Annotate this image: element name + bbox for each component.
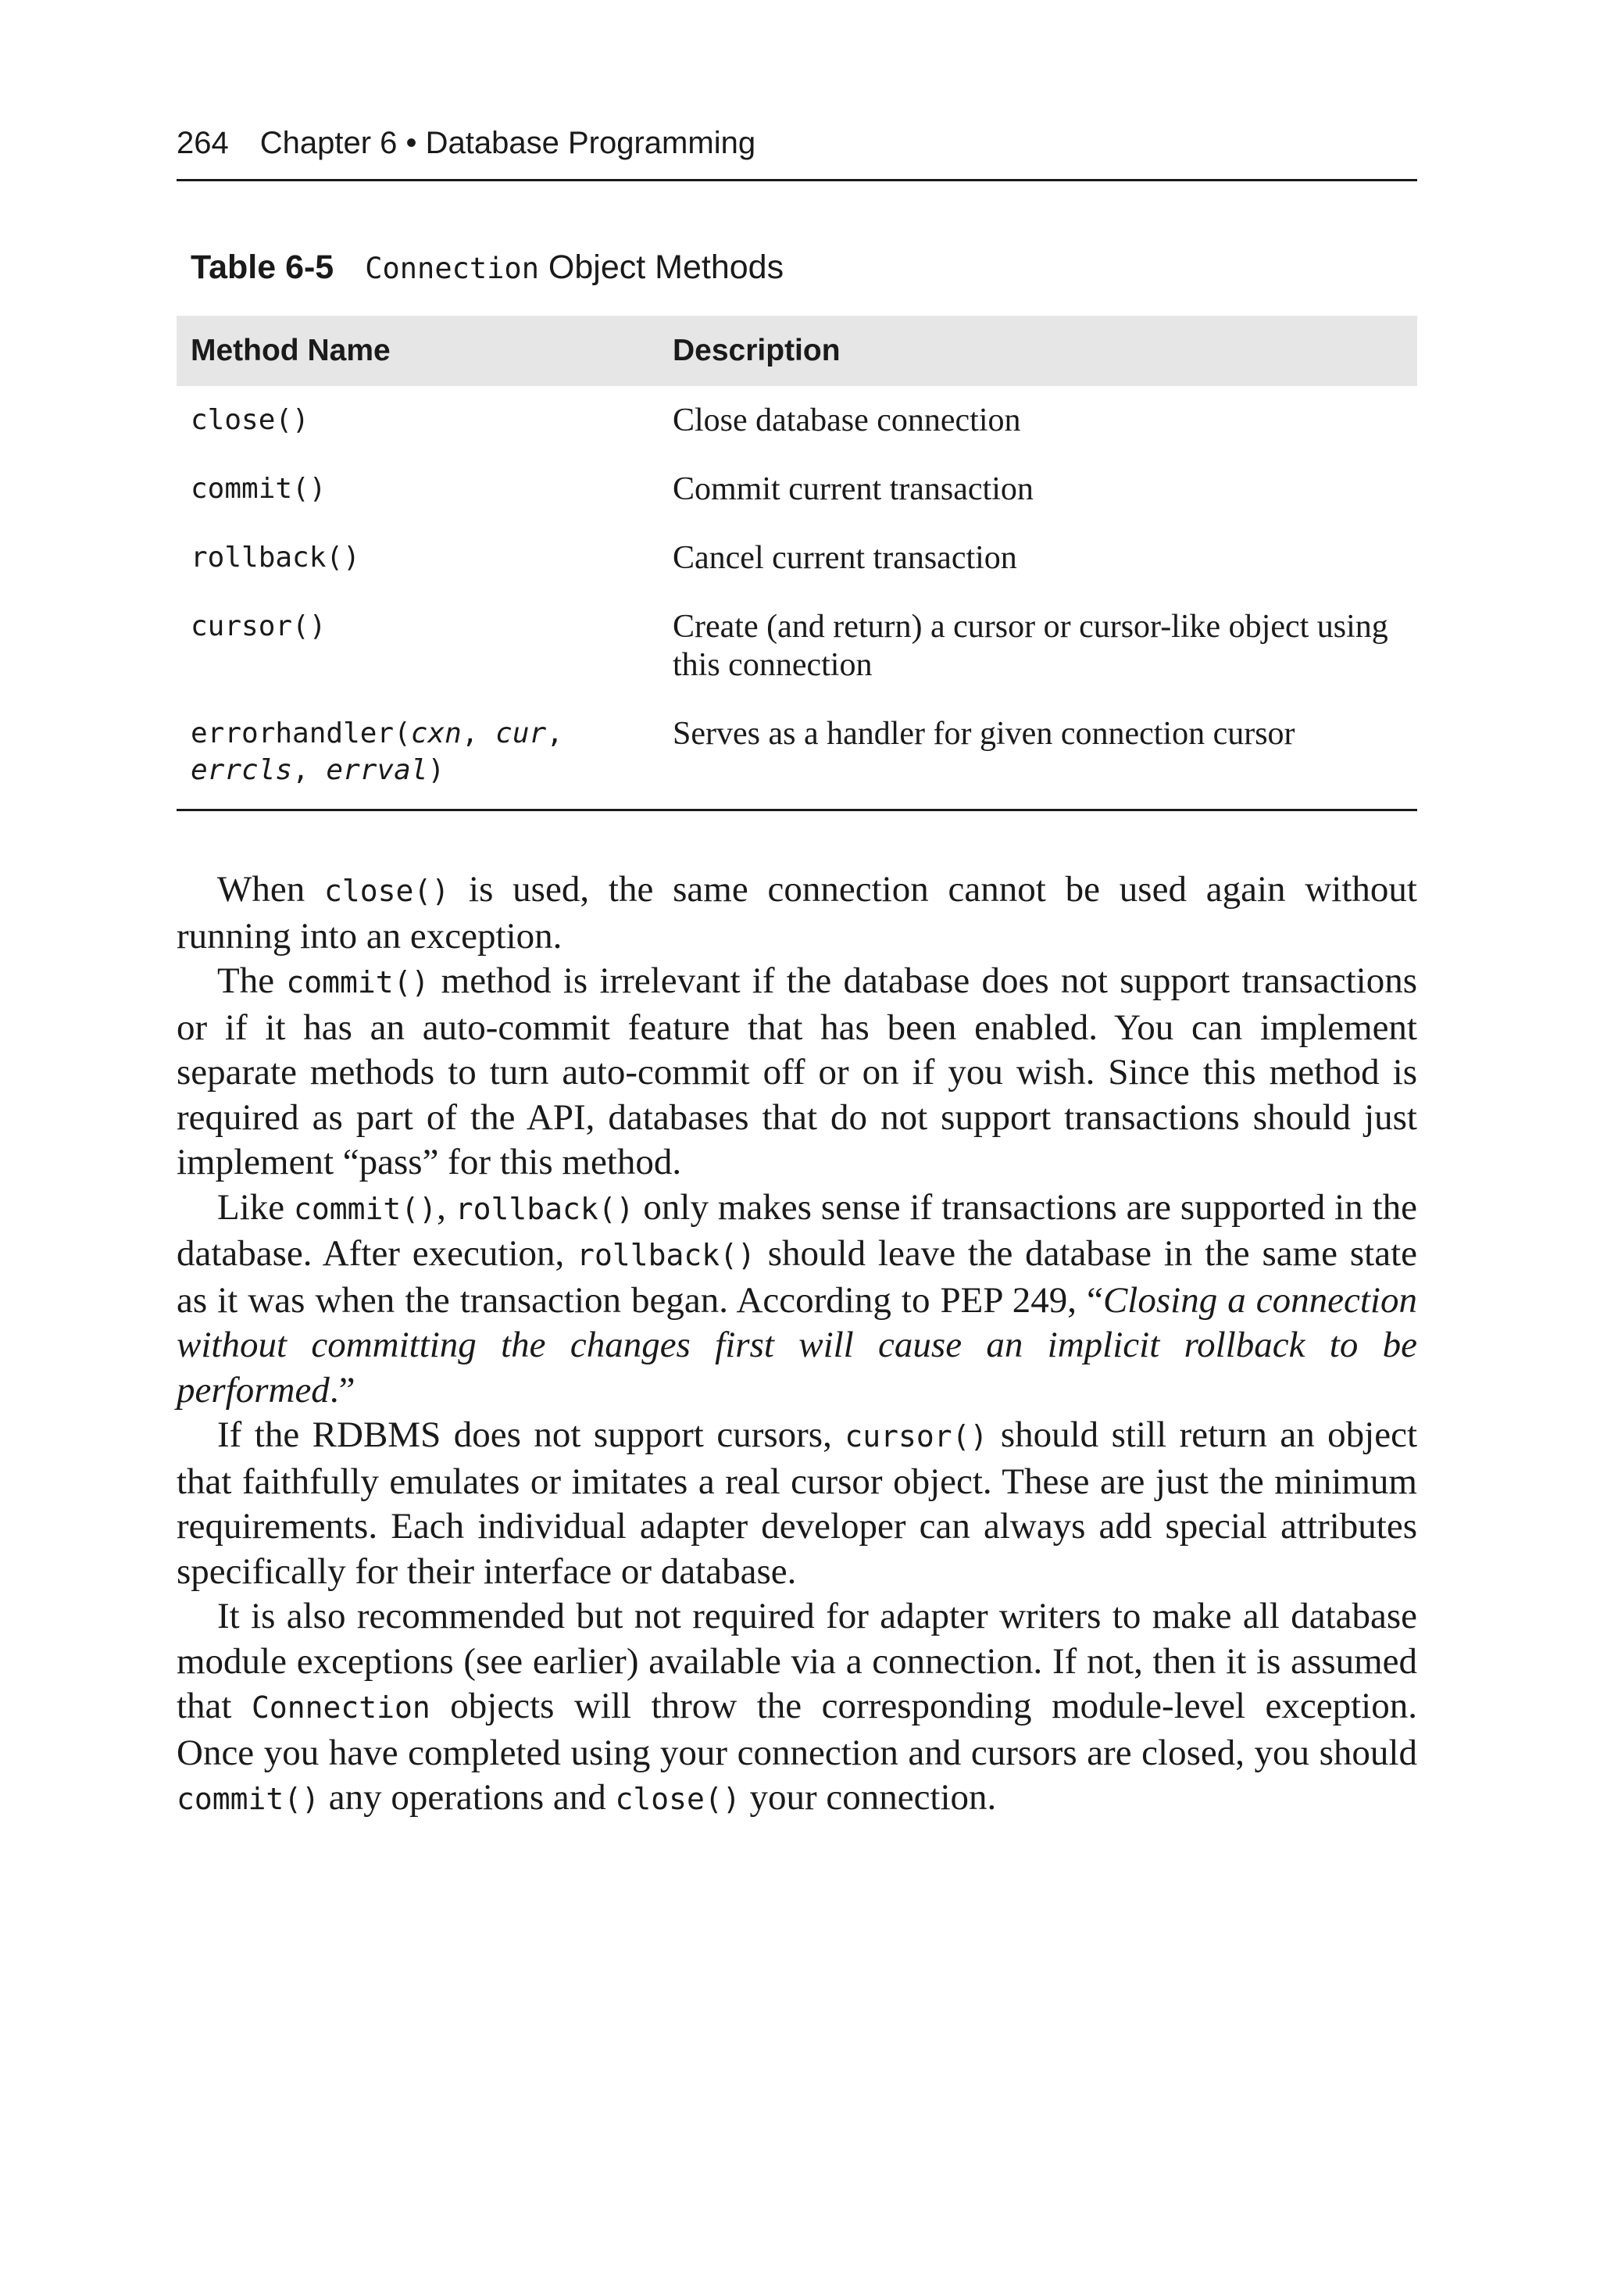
chapter-title: Chapter 6 • Database Programming bbox=[259, 126, 756, 160]
text-run: If the RDBMS does not support cursors, bbox=[217, 1414, 845, 1455]
inline-code: commit() bbox=[294, 1191, 438, 1226]
table-row bbox=[177, 530, 1417, 599]
table-label: Table 6-5 bbox=[191, 249, 334, 286]
paragraph bbox=[177, 1594, 1417, 1822]
method-name bbox=[177, 706, 659, 810]
paragraph bbox=[177, 959, 1417, 1186]
method-sep: , bbox=[292, 754, 327, 786]
paragraph bbox=[177, 1413, 1417, 1594]
inline-code: rollback() bbox=[455, 1191, 634, 1226]
text-run: The bbox=[217, 960, 287, 1001]
inline-code: commit() bbox=[177, 1782, 320, 1816]
method-name: commit() bbox=[191, 473, 327, 505]
method-arg: errval bbox=[326, 754, 428, 786]
inline-code: close() bbox=[324, 874, 450, 908]
method-name: rollback() bbox=[191, 542, 360, 574]
inline-code: commit() bbox=[286, 965, 430, 1000]
column-header-method: Method Name bbox=[177, 316, 659, 386]
header-rule bbox=[177, 179, 1417, 181]
method-sep: , bbox=[546, 717, 563, 749]
method-description: Create (and return) a cursor or cursor-like object using this connection bbox=[673, 609, 1388, 683]
text-run: , bbox=[437, 1186, 455, 1228]
table-header-row bbox=[177, 316, 1417, 386]
method-arg: errcls bbox=[191, 754, 293, 786]
inline-code: cursor() bbox=[845, 1419, 988, 1454]
method-description: Cancel current transaction bbox=[673, 540, 1017, 576]
text-run: method is irrelevant if the database does not support transactions or if it has an auto-commit feature that has been enabled. You can implement separate methods to turn auto-commit off or on if you wish. Since this method is required as part of the API, databases that do not support transactions should just implement “pass” for this method. bbox=[177, 960, 1417, 1182]
paragraph bbox=[177, 1186, 1417, 1414]
text-run: is used, the same connection cannot be used again without running into an exception. bbox=[177, 869, 1417, 957]
method-description: Serves as a handler for given connection cursor bbox=[659, 706, 1417, 810]
table-row bbox=[177, 599, 1417, 706]
body-text bbox=[177, 867, 1417, 1822]
table-row bbox=[177, 461, 1417, 530]
method-description: Close database connection bbox=[673, 402, 1021, 438]
text-run: objects will throw the corresponding module-level exception. Once you have completed using your connection and cursors are closed, you should bbox=[177, 1686, 1417, 1773]
method-fn: errorhandler( bbox=[191, 717, 411, 749]
quoted-italic: Closing a connection without committing the changes first will cause an implicit rollback to be performed bbox=[177, 1279, 1417, 1411]
caption-code: Connection bbox=[365, 252, 539, 285]
paragraph bbox=[177, 867, 1417, 959]
method-arg: cur bbox=[495, 717, 547, 749]
column-header-description: Description bbox=[659, 316, 1417, 386]
method-paren: ) bbox=[427, 754, 445, 786]
running-header bbox=[177, 123, 1417, 163]
method-sep: , bbox=[461, 717, 496, 749]
method-name: cursor() bbox=[191, 610, 327, 642]
text-run: should leave the database in the same state as it was when the transaction began. According to PEP 249, “ bbox=[177, 1233, 1417, 1321]
table-row bbox=[177, 706, 1417, 810]
table-row bbox=[177, 386, 1417, 461]
page-number: 264 bbox=[177, 126, 229, 160]
text-run: It is also recommended but not required for adapter writers to make all database module exceptions (see earlier) available via a connection. If not, then it is assumed that bbox=[177, 1596, 1417, 1726]
caption-text: Object Methods bbox=[538, 249, 784, 286]
table-caption bbox=[191, 245, 784, 291]
method-name: close() bbox=[191, 404, 309, 436]
inline-code: Connection bbox=[252, 1690, 430, 1725]
text-run: .” bbox=[329, 1369, 355, 1411]
text-run: should still return an object that faithfully emulates or imitates a real cursor object. These are just the minimum requirements. Each individual adapter developer can always add special attributes specifically for their interface or database. bbox=[177, 1414, 1417, 1592]
text-run: Like bbox=[217, 1186, 295, 1228]
connection-methods-table bbox=[177, 316, 1417, 811]
inline-code: rollback() bbox=[577, 1238, 755, 1272]
method-arg: cxn bbox=[410, 717, 462, 749]
text-run: only makes sense if transactions are supported in the database. After execution, bbox=[177, 1186, 1417, 1274]
method-description: Commit current transaction bbox=[673, 471, 1034, 507]
inline-code: close() bbox=[615, 1782, 741, 1816]
text-run: your connection. bbox=[740, 1777, 997, 1818]
text-run: any operations and bbox=[320, 1777, 616, 1818]
text-run: When bbox=[217, 869, 325, 910]
